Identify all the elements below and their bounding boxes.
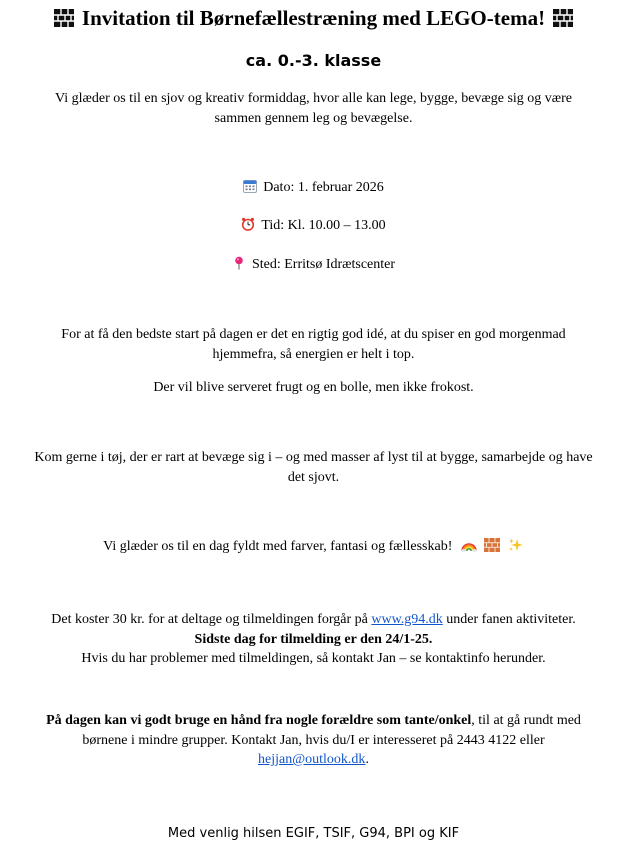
email-link[interactable]: hejjan@outlook.dk [258,752,366,767]
date-text: Dato: 1. februar 2026 [263,180,384,195]
signup-paragraph [0,610,627,669]
signup-suffix: under fanen aktiviteter. [442,612,576,627]
brick-icon [54,9,74,27]
sparkles-icon [508,538,524,552]
clothing-line: det sjovt. [287,469,340,485]
breakfast-line: hjemmefra, så energien er helt i top. [212,346,415,362]
breakfast-line: For at få den bedste start på dagen er det en rigtig god idé, at du spiser en god morgenmad [61,327,566,342]
closing-line [0,537,627,557]
place-line [0,255,627,274]
signup-line [0,610,627,630]
intro-line: sammen gennem leg og bevægelse. [214,110,413,126]
rainbow-icon [461,538,477,552]
brick-icon [553,9,573,27]
parents-bold-text: På dagen kan vi godt bruge en hånd fra nogle forældre som tante/onkel [46,713,472,728]
page-subtitle: ca. 0.-3. klasse [245,51,382,70]
parents-email-line [0,750,627,770]
intro-line: Vi glæder os til en sjov og kreativ formiddag, hvor alle kan lege, bygge, bevæge sig og være [54,91,573,106]
time-text: Tid: Kl. 10.00 – 13.00 [261,218,386,233]
clothing-line: Kom gerne i tøj, der er rart at bevæge sig i – og med masser af lyst til at bygge, samarbejde og have [34,450,593,465]
alarm-clock-icon [241,217,255,231]
date-line [0,178,627,197]
calendar-icon [243,179,257,193]
signup-help: Hvis du har problemer med tilmeldingen, så kontakt Jan – se kontaktinfo herunder. [81,651,546,666]
parents-rest: , til at gå rundt med [471,713,581,728]
intro-paragraph [0,89,627,128]
pushpin-icon [232,256,246,270]
clothing-paragraph [0,448,627,487]
page-title [0,5,627,31]
signup-deadline: Sidste dag for tilmelding er den 24/1-25. [194,631,433,647]
title-text: Invitation til Børnefællestræning med LEGO-tema! [81,6,546,30]
breakfast-paragraph [0,325,627,364]
signature: Med venlig hilsen EGIF, TSIF, G94, BPI og KIF [167,826,460,841]
email-suffix: . [365,752,369,767]
parents-line: børnene i mindre grupper. Kontakt Jan, hvis du/I er interesseret på 2443 4122 eller [82,732,545,748]
closing-text: Vi glæder os til en dag fyldt med farver, fantasi og fællesskab! [103,539,453,554]
time-line [0,216,627,235]
parents-paragraph [0,711,627,770]
place-text: Sted: Erritsø Idrætscenter [251,257,396,272]
refreshments-paragraph: Der vil blive serveret frugt og en bolle, men ikke frokost. [153,380,474,395]
signup-prefix: Det koster 30 kr. for at deltage og tilmeldingen forgår på [51,612,372,627]
website-link[interactable]: www.g94.dk [371,612,443,627]
parents-line [0,711,627,731]
brick-icon [484,538,500,552]
